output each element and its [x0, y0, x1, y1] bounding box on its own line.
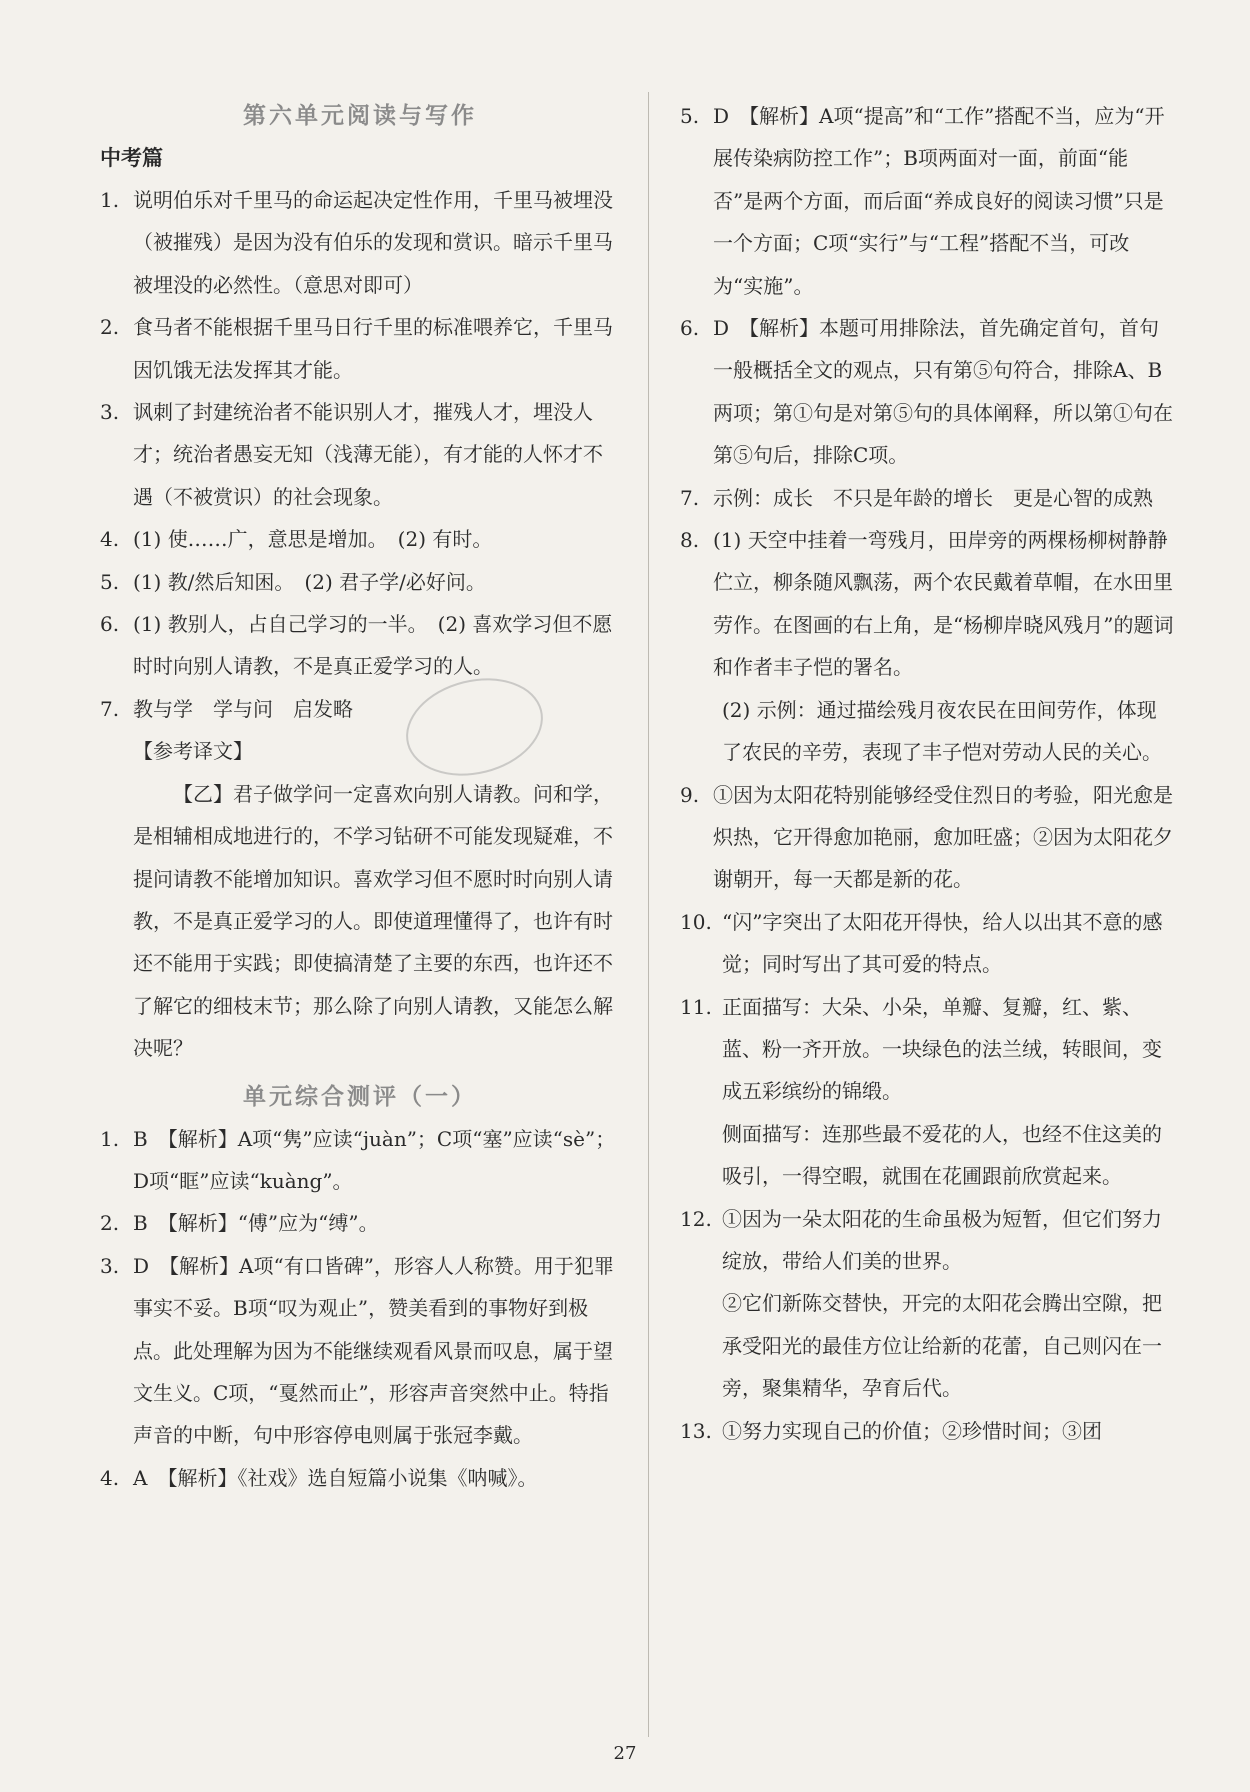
item-text: 正面描写：大朵、小朵，单瓣、复瓣，红、紫、蓝、粉一齐开放。一块绿色的法兰绒，转眼间，变成五彩缤纷的锦缎。 — [722, 994, 1162, 1104]
answer-item — [680, 1198, 1175, 1283]
answer-item — [100, 1202, 620, 1244]
answer-item — [100, 1245, 620, 1457]
item-number: 4. — [100, 527, 120, 552]
item-text: 说明伯乐对千里马的命运起决定性作用，千里马被埋没（被摧残）是因为没有伯乐的发现和赏识。暗示千里马被埋没的必然性。（意思对即可） — [133, 188, 613, 297]
item-text: 示例：成长 不只是年龄的增长 更是心智的成熟 — [713, 485, 1153, 510]
answer-item — [680, 95, 1175, 307]
item-number: 11. — [680, 994, 712, 1019]
item-text: 教与学 学与问 启发略 — [133, 696, 353, 721]
item-number: 3. — [100, 400, 120, 425]
item-text: D 【解析】A项“有口皆碑”，形容人人称赞。用于犯罪事实不妥。B项“叹为观止”，赞美看到的事物好到极点。此处理解为因为不能继续观看风景而叹息，属于望文生义。C项，“戛然而止”，形容声音突然中止。特指声音的中断，句中形容停电则属于张冠李戴。 — [133, 1253, 614, 1448]
answer-item — [100, 1118, 620, 1203]
answer-item — [680, 986, 1175, 1113]
item-text: D 【解析】A项“提高”和“工作”搭配不当，应为“开展传染病防控工作”；B项两面对一面，前面“能否”是两个方面，而后面“养成良好的阅读习惯”只是一个方面；C项“实行”与“工程”搭配不当，可改为“实施”。 — [713, 104, 1165, 298]
right-column — [680, 95, 1175, 1452]
item-number: 8. — [680, 528, 700, 553]
answer-item — [100, 603, 620, 688]
item-text: D 【解析】本题可用排除法，首先确定首句，首句一般概括全文的观点，只有第⑤句符合，排除A、B两项；第①句是对第⑤句的具体阐释，所以第①句在第⑤句后，排除C项。 — [713, 316, 1173, 468]
answer-item — [680, 901, 1175, 986]
item-text: A 【解析】《社戏》选自短篇小说集《呐喊》。 — [133, 1465, 538, 1490]
answer-item — [100, 306, 620, 391]
item-number: 7. — [680, 485, 700, 510]
item-number: 7. — [100, 696, 120, 721]
column-divider — [648, 92, 649, 1737]
item-number: 4. — [100, 1465, 120, 1490]
section-title-unit-test: 单元综合测评（一） — [243, 1082, 477, 1110]
item-number: 6. — [100, 612, 120, 637]
answer-item — [680, 307, 1175, 477]
item-number: 6. — [680, 316, 700, 341]
item-text: ①因为一朵太阳花的生命虽极为短暂，但它们努力绽放，带给人们美的世界。 — [722, 1206, 1162, 1273]
item-text: ①努力实现自己的价值；②珍惜时间；③团 — [722, 1418, 1102, 1443]
item-text: B 【解析】A项“隽”应读“juàn”；C项“塞”应读“sè”；D项“眶”应读“kuàng”。 — [133, 1126, 616, 1193]
answer-item — [100, 391, 620, 518]
item-number: 9. — [680, 782, 700, 807]
answer-item — [100, 1457, 620, 1499]
answer-item — [680, 477, 1175, 519]
item-text: “闪”字突出了太阳花开得快，给人以出其不意的感觉；同时写出了其可爱的特点。 — [722, 909, 1163, 977]
item-text: 讽刺了封建统治者不能识别人才，摧残人才，埋没人才；统治者愚妄无知（浅薄无能），有才能的人怀才不遇（不被赏识）的社会现象。 — [133, 400, 603, 509]
section-title-reading-writing: 第六单元阅读与写作 — [243, 102, 477, 129]
item-number: 1. — [100, 188, 120, 212]
item-number: 2. — [100, 1211, 120, 1236]
item-number: 5. — [680, 104, 700, 128]
item-number: 10. — [680, 909, 712, 934]
answer-subitem: (2) 示例：通过描绘残月夜农民在田间劳作，体现了农民的辛劳，表现了丰子恺对劳动人民的关心。 — [722, 697, 1162, 765]
item-text: B 【解析】“傅”应为“缚”。 — [133, 1211, 379, 1236]
item-number: 5. — [100, 569, 120, 594]
answer-item — [680, 1410, 1175, 1452]
item-number: 13. — [680, 1418, 712, 1443]
item-text: 食马者不能根据千里马日行千里的标准喂养它，千里马因饥饿无法发挥其才能。 — [133, 315, 613, 382]
item-number: 3. — [100, 1253, 120, 1278]
item-text: ①因为太阳花特别能够经受住烈日的考验，阳光愈是炽热，它开得愈加艳丽，愈加旺盛；②因为太阳花夕谢朝开，每一天都是新的花。 — [713, 782, 1173, 892]
reference-translation-label: 【参考译文】 — [133, 739, 253, 764]
page-number: 27 — [613, 1743, 637, 1764]
subhead-zhongkao: 中考篇 — [100, 145, 163, 170]
answer-item — [100, 179, 620, 306]
item-text: (1) 天空中挂着一弯残月，田岸旁的两棵杨柳树静静伫立，柳条随风飘荡，两个农民戴着草帽，在水田里劳作。在图画的右上角，是“杨柳岸晓风残月”的题词和作者丰子恺的署名。 — [713, 528, 1174, 680]
item-number: 1. — [100, 1126, 120, 1151]
item-text: (1) 使……广，意思是增加。 (2) 有时。 — [133, 527, 493, 552]
answer-item — [680, 519, 1175, 689]
answer-item — [680, 774, 1175, 901]
item-number: 2. — [100, 315, 120, 340]
answer-item — [100, 561, 620, 603]
answer-item — [100, 518, 620, 560]
left-column — [100, 95, 620, 1499]
item-text: (1) 教别人，占自己学习的一半。 (2) 喜欢学习但不愿时时向别人请教，不是真正爱学习的人。 — [133, 612, 613, 679]
answer-subitem: ②它们新陈交替快，开完的太阳花会腾出空隙，把承受阳光的最佳方位让给新的花蕾，自己则闪在一旁，聚集精华，孕育后代。 — [722, 1291, 1162, 1401]
item-number: 12. — [680, 1206, 712, 1231]
item-text: (1) 教/然后知困。 (2) 君子学/必好问。 — [133, 569, 486, 594]
answer-subitem: 侧面描写：连那些最不爱花的人，也经不住这美的吸引，一得空暇，就围在花圃跟前欣赏起来。 — [722, 1121, 1162, 1189]
reference-translation-text: 【乙】君子做学问一定喜欢向别人请教。问和学，是相辅相成地进行的，不学习钻研不可能发现疑难，不提问请教不能增加知识。喜欢学习但不愿时时向别人请教，不是真正爱学习的人。即使道理懂得了，也许有时还不能用于实践；即使搞清楚了主要的东西，也许还不了解它的细枝末节；那么除了向别人请教，又能怎么解决呢？ — [133, 781, 613, 1061]
